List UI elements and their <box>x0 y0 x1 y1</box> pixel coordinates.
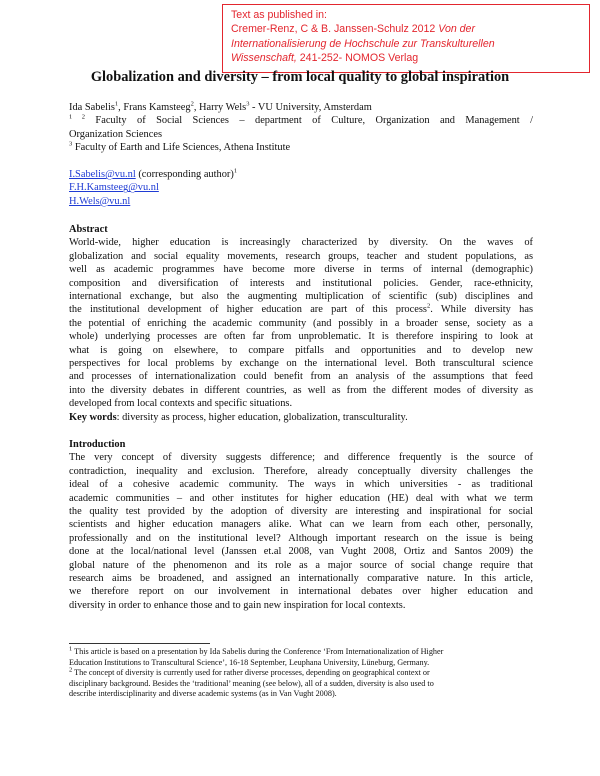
email-block <box>69 168 533 208</box>
footnote-2: $^2$ The concept of diversity is currently used for rather diverse processes, depending on geographical context or <box>69 666 430 678</box>
stamp-line-4: Wissenschaft, 241-252- NOMOS Verlag <box>231 52 419 65</box>
author-line: Ida Sabelis$^1$, Frans Kamsteeg$^2$, Harry Wels$^3$ - VU University, Amsterdam <box>69 100 372 113</box>
footnote-1-cont: Education Institutions to Transcultural Science’, 16-18 September, Leuphana University, Lüneburg, Germany. <box>69 657 430 667</box>
email-link-wels[interactable]: H.Wels@vu.nl <box>69 195 131 207</box>
footnote-1: $^1$ This article is based on a presentation by Ida Sabelis during the Conference ‘From Internationalization of Higher <box>69 645 444 656</box>
abstract-line: the institutional development of higher education are part of this process$^2$. While diversity has <box>69 302 533 316</box>
author-block <box>69 101 533 155</box>
abstract-line: perspectives for local problems by exchange on the international level. Both transcultural science <box>69 358 533 370</box>
introduction-line: done at the local/national level (Janssen et.al 2008, van Vught 2008, Ortiz and Santos 2009) the <box>69 546 533 558</box>
abstract-line: what is going on elsewhere, to compare pitfalls and opportunities and to develop new <box>69 344 533 356</box>
abstract-line: globalization and social equality movements, research groups, teacher and student populations, as <box>69 250 533 262</box>
affiliation-1: $^{1 2}$ Faculty of Social Sciences – department of Culture, Organization and Management / <box>69 113 534 127</box>
affiliation-2: $^3$ Faculty of Earth and Life Sciences, Athena Institute <box>69 140 291 154</box>
introduction-line: we therefore report on our involvement in international debates over higher education and <box>69 586 533 598</box>
introduction-line: diversity in order to enhance those and to gain new inspiration for local contexts. <box>69 599 406 611</box>
abstract-line: and processes of internationalization could benefit from an analysis of the assumptions that feed <box>69 371 533 383</box>
abstract-line: World-wide, higher education is increasingly characterized by diversity. On the waves of <box>69 237 533 249</box>
introduction-line: professionally and on the institutional level? Although important research on the issue is being <box>69 532 533 544</box>
footnote-2-cont: describe interdisciplinarity and diverse academic systems (as in Van Vught 2008). <box>69 689 337 699</box>
introduction-section <box>69 438 533 612</box>
footnotes <box>69 647 533 700</box>
paper-title: Globalization and diversity – from local quality to global inspiration <box>90 69 510 85</box>
stamp-line-1: Text as published in: <box>231 9 327 21</box>
citation-stamp <box>222 4 590 73</box>
keywords-label: Key words <box>69 411 117 423</box>
footnote-2-cont: disciplinary background. Besides the ‘traditional’ meaning (see below), all of a sudden, diversity is also used to <box>69 678 434 688</box>
abstract-line: whole) underlying processes are often far from unproblematic. It is therefore inspiring to look at <box>69 331 533 343</box>
footnote-divider <box>69 643 210 644</box>
introduction-line: ideal of a cohesive academic community. The ways in which universities - as traditional <box>69 479 533 491</box>
introduction-line: The very concept of diversity suggests difference; and difference frequently is the source of <box>69 452 533 464</box>
abstract-section <box>69 223 533 424</box>
abstract-line: international exchange, but also the augmenting multiplication of scientific (sub) disciplines and <box>69 291 533 303</box>
introduction-line: academic communities – and other institutes for higher education (HE) deal with what we term <box>69 492 533 504</box>
abstract-line: the potential of enriching the academic community (and possibly in a broader sense, society as a <box>69 317 533 329</box>
keywords-line: Key words: diversity as process, higher education, globalization, transculturality. <box>69 411 408 423</box>
introduction-line: contradiction, inequality and exclusion. Therefore, already conceptually diversity challenges the <box>69 465 533 477</box>
footnote-ref[interactable]: 2 <box>426 302 431 310</box>
introduction-heading: Introduction <box>69 439 126 450</box>
introduction-line: research aims be broadened, and assigned an internationally comparative nature. In this article, <box>69 573 533 585</box>
abstract-line: composition and diversification of interests and institutional policies. Gender, race-ethnicity, <box>69 277 533 289</box>
abstract-line: developed from local contexts and specific situations. <box>69 398 293 410</box>
stamp-line-2: Cremer-Renz, C & B. Janssen-Schulz 2012 Von der <box>231 23 475 36</box>
abstract-line: well as academic programmes have become more diverse in terms of internal (demographic) <box>69 264 533 276</box>
affiliation-1-cont: Organization Sciences <box>69 128 163 140</box>
introduction-line: scientists and higher education managers alike. What can we learn from each other, personally, <box>69 519 533 531</box>
introduction-line: global nature of the phenomenon and its role as a major source of social change require that <box>69 559 533 571</box>
abstract-heading: Abstract <box>69 224 108 235</box>
email-line-1: I.Sabelis@vu.nl (corresponding author)$^1$ <box>69 167 238 180</box>
introduction-line: the quality test provided by the adoption of diversity are interesting and inspirational for social <box>69 506 533 518</box>
email-link-sabelis[interactable]: I.Sabelis@vu.nl <box>69 169 136 180</box>
abstract-line: into the diversity debates in different countries, as well as from the different modes of diversity as <box>69 384 533 396</box>
stamp-line-3: Internationalisierung de Hochschule zur Transkulturellen <box>231 37 495 50</box>
email-link-kamsteeg[interactable]: F.H.Kamsteeg@vu.nl <box>69 182 159 194</box>
